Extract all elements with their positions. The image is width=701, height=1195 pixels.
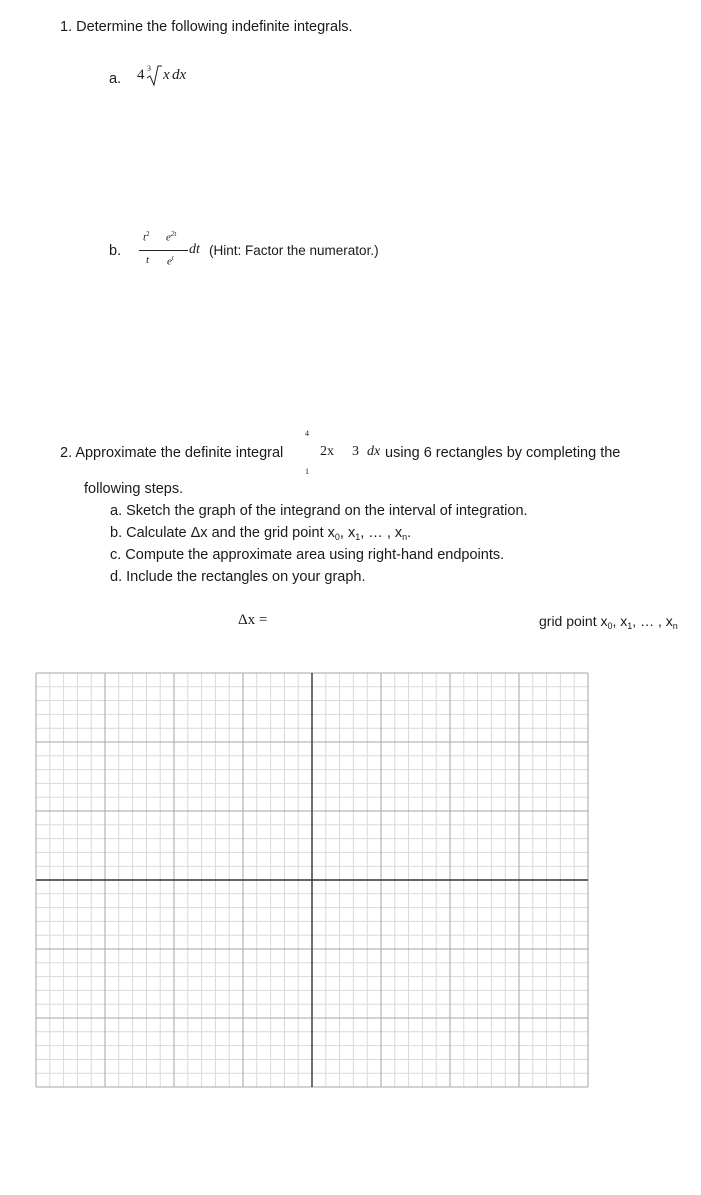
q2-step-c: c. Compute the approximate area using right-hand endpoints. — [110, 547, 505, 563]
q2-continuation: following steps. — [84, 481, 184, 497]
q1b-den-left: t — [146, 254, 150, 266]
q1a-root-index: 3 — [147, 64, 151, 73]
q1b-num-left: $t^2$ — [143, 230, 150, 244]
q1b-label: b. — [109, 243, 122, 259]
q2-upper-limit: 4 — [305, 429, 309, 438]
q2-integrand-term1: 2x — [320, 444, 334, 459]
grid-point-label: grid point $x_0$, $x_1$, … , $x_n$ — [539, 613, 678, 631]
q1a-coef: 4 — [137, 67, 145, 83]
q2-lower-limit: 1 — [305, 467, 309, 476]
q1b-num-right: $e^{2t}$ — [166, 230, 177, 244]
q1b-differential: dt — [189, 242, 200, 257]
q1b-hint: (Hint: Factor the numerator.) — [209, 243, 379, 258]
q1a-differential: dx — [172, 67, 187, 83]
q2-integrand-term2: 3 — [352, 444, 359, 459]
q2-step-d: d. Include the rectangles on your graph. — [110, 569, 366, 585]
q1b-den-right: $e^t$ — [167, 254, 174, 268]
q1a-label: a. — [109, 71, 122, 87]
q2-step-b: b. Calculate Δx and the grid point $x_0$, $x_1$, … , $x_n$. — [110, 525, 412, 542]
q2-differential: dx — [367, 444, 381, 459]
delta-x-label: Δx = — [238, 612, 268, 628]
q1a-radicand: x — [163, 67, 170, 83]
q2-intro-tail: using 6 rectangles by completing the — [385, 445, 621, 461]
q2-intro: 2. Approximate the definite integral — [60, 445, 284, 461]
q1-title: 1. Determine the following indefinite integrals. — [60, 19, 353, 35]
q2-step-a: a. Sketch the graph of the integrand on the interval of integration. — [110, 503, 528, 519]
